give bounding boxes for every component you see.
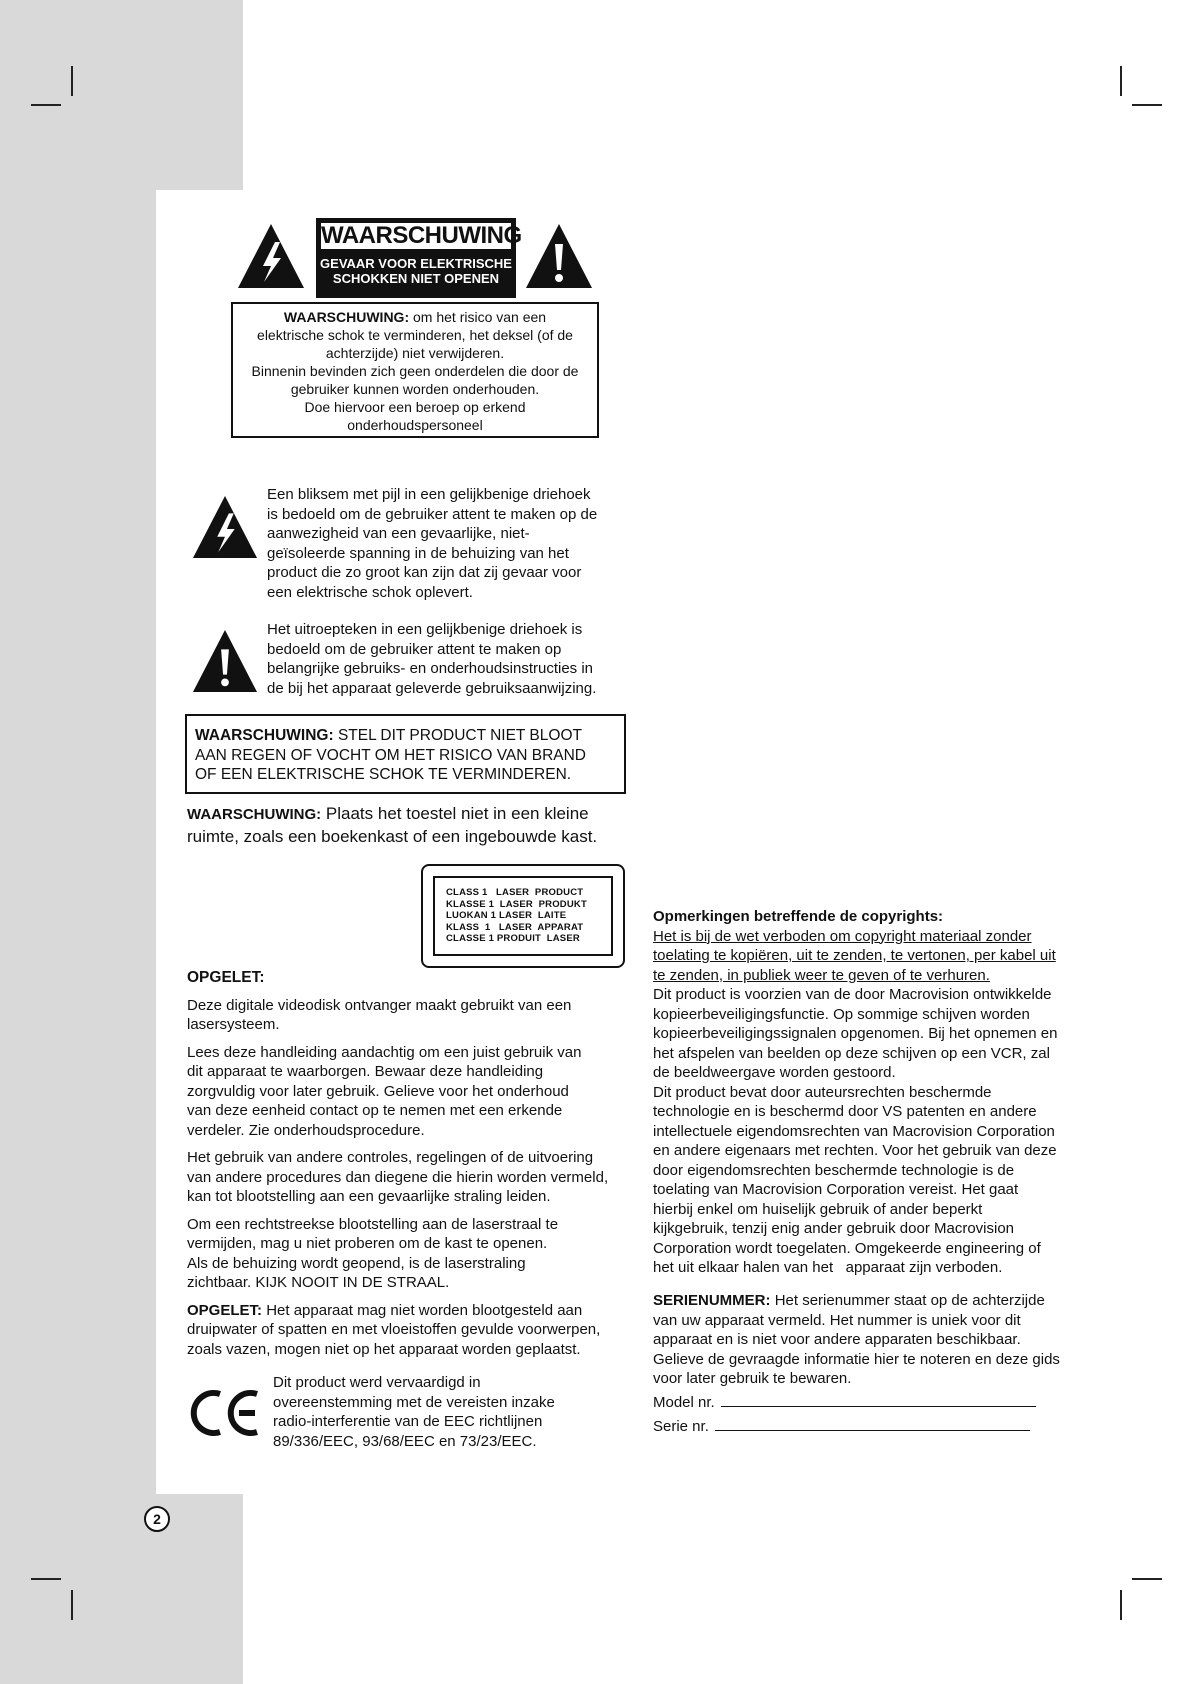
text-line: Gelieve de gevraagde informatie hier te noteren en deze gids bbox=[653, 1350, 1060, 1368]
warning-box-cover bbox=[231, 302, 599, 438]
underlined-text: toelating te kopiëren, uit te zenden, te vertonen, per kabel uit bbox=[653, 947, 1056, 964]
serie-number-label: Serie nr. bbox=[653, 1418, 709, 1435]
warning-label: WAARSCHUWING: bbox=[195, 727, 334, 744]
serie-number-blank[interactable] bbox=[715, 1418, 1030, 1431]
serial-section bbox=[653, 1291, 1093, 1437]
text-line: hierbij enkel om huiselijk gebruik of ander beperkt bbox=[653, 1200, 983, 1218]
serie-number-field bbox=[653, 1417, 1093, 1437]
crop-mark bbox=[1120, 66, 1122, 96]
text-line: Corporation wordt toegelaten. Omgekeerde engineering of bbox=[653, 1239, 1041, 1257]
text-line: dit apparaat te waarborgen. Bewaar deze handleiding bbox=[187, 1063, 544, 1080]
warning-label: WAARSCHUWING: bbox=[187, 806, 322, 823]
section-heading: Opmerkingen betreffende de copyrights: bbox=[653, 908, 944, 925]
text-line: Een bliksem met pijl in een gelijkbenige driehoek bbox=[267, 486, 591, 503]
text-line: KLASSE 1 LASER PRODUKT bbox=[446, 898, 587, 910]
text-line: ruimte, zoals een boekenkast of een ingebouwde kast. bbox=[187, 827, 598, 846]
ce-statement bbox=[273, 1373, 623, 1451]
text-line: lasersysteem. bbox=[187, 1016, 280, 1033]
text-line: STEL DIT PRODUCT NIET BLOOT bbox=[337, 727, 582, 744]
text-line: Het uitroepteken in een gelijkbenige driehoek is bbox=[267, 621, 583, 638]
text-line: zoals vazen, mogen niet op het apparaat worden geplaatst. bbox=[187, 1340, 581, 1358]
text-line: van andere procedures dan diegene die hierin worden vermeld, bbox=[187, 1168, 609, 1186]
text-line: en andere eigenaars met rechten. Voor het gebruik van deze bbox=[653, 1142, 1057, 1159]
text-line: Dit product is voorzien van de door Macrovision ontwikkelde bbox=[653, 986, 1052, 1003]
model-number-blank[interactable] bbox=[721, 1394, 1036, 1407]
text-line: voor later gebruik te bewaren. bbox=[653, 1370, 852, 1387]
gray-margin-top bbox=[0, 0, 243, 190]
text-line: Plaats het toestel niet in een kleine bbox=[325, 804, 589, 823]
text-line: om het risico van een bbox=[413, 309, 547, 325]
text-line: van uw apparaat vermeld. Het nummer is uniek voor dit bbox=[653, 1311, 1021, 1329]
text-line: van deze eenheid contact op te nemen met een erkende bbox=[187, 1102, 563, 1119]
text-line: onderhoudspersoneel bbox=[347, 417, 483, 433]
text-line: geïsoleerde spanning in de behuizing van het bbox=[267, 544, 569, 562]
warning-label: OPGELET: bbox=[187, 1301, 263, 1319]
text-line: Het apparaat mag niet worden blootgesteld aan bbox=[266, 1301, 583, 1319]
text-line: aanwezigheid van een gevaarlijke, niet- bbox=[267, 525, 530, 542]
text-line: kopieerbeveiligingsfunctie. Op sommige schijven worden bbox=[653, 1005, 1030, 1023]
text-line: zichtbaar. KIJK NOOIT IN DE STRAAL. bbox=[187, 1274, 450, 1291]
paragraph bbox=[187, 996, 637, 1035]
exclamation-triangle-icon bbox=[191, 628, 259, 694]
warning-header-line2: SCHOKKEN NIET OPENEN bbox=[332, 271, 500, 286]
text-line: CLASSE 1 PRODUIT LASER bbox=[446, 933, 580, 944]
text-line: vermijden, mag u niet proberen om de kast te openen. bbox=[187, 1235, 548, 1252]
warning-header-title: WAARSCHUWING bbox=[321, 222, 522, 249]
text-line: het uit elkaar halen van het apparaat zijn verboden. bbox=[653, 1259, 1003, 1276]
text-line: OF EEN ELEKTRISCHE SCHOK TE VERMINDEREN. bbox=[195, 766, 572, 783]
text-line: kijkgebruik, tenzij enig ander gebruik door Macrovision bbox=[653, 1220, 1015, 1237]
text-line bbox=[653, 927, 1093, 947]
gray-margin-side bbox=[0, 190, 156, 1494]
crop-mark bbox=[1132, 104, 1162, 106]
text-line: Het gebruik van andere controles, regelingen of de uitvoering bbox=[187, 1149, 594, 1166]
crop-mark bbox=[71, 66, 73, 96]
text-line: de bij het apparaat geleverde gebruiksaanwijzing. bbox=[267, 679, 597, 697]
text-line: door eigendomsrechten beschermde technologie is de bbox=[653, 1161, 1015, 1179]
text-line: overeenstemming met de vereisten inzake bbox=[273, 1393, 555, 1411]
warning-header bbox=[316, 218, 522, 298]
warning-box-moisture bbox=[185, 714, 626, 794]
text-line: kan tot blootstelling aan een gevaarlijke straling leiden. bbox=[187, 1188, 551, 1205]
paragraph bbox=[187, 1148, 637, 1207]
text-line: product die zo groot kan zijn dat zij gevaar voor bbox=[267, 564, 582, 581]
text-line: KLASS 1 LASER APPARAT bbox=[446, 921, 584, 933]
text-line: druipwater of spatten en met vloeistoffen gevulde voorwerpen, bbox=[187, 1321, 601, 1338]
crop-mark bbox=[71, 1590, 73, 1620]
ce-mark-logo bbox=[189, 1388, 261, 1438]
lightning-explanation bbox=[267, 485, 627, 602]
text-line: Binnenin bevinden zich geen onderdelen die door de bbox=[251, 363, 579, 379]
text-line: AAN REGEN OF VOCHT OM HET RISICO VAN BRAND bbox=[195, 746, 586, 764]
exclamation-triangle-icon bbox=[524, 222, 594, 290]
text-line: elektrische schok te verminderen, het deksel (of de bbox=[257, 327, 573, 343]
text-line: Om een rechtstreekse blootstelling aan de laserstraal te bbox=[187, 1215, 559, 1233]
text-line: belangrijke gebruiks- en onderhoudsinstructies in bbox=[267, 660, 594, 677]
text-line: Lees deze handleiding aandachtig om een juist gebruik van bbox=[187, 1043, 582, 1061]
underlined-text: Het is bij de wet verboden om copyright materiaal zonder bbox=[653, 927, 1032, 945]
text-line bbox=[653, 966, 1093, 986]
lightning-triangle-icon bbox=[236, 222, 306, 290]
text-line: Dit product bevat door auteursrechten beschermde bbox=[653, 1083, 992, 1101]
section-heading: OPGELET: bbox=[187, 969, 265, 986]
crop-mark bbox=[1120, 1590, 1122, 1620]
text-line: 89/336/EEC, 93/68/EEC en 73/23/EEC. bbox=[273, 1432, 537, 1450]
copyright-section bbox=[653, 907, 1093, 1278]
laser-class-label bbox=[421, 864, 625, 968]
exclamation-explanation bbox=[267, 620, 627, 698]
text-line bbox=[653, 946, 1093, 966]
text-line: zorgvuldig voor later gebruik. Gelieve voor het onderhoud bbox=[187, 1082, 569, 1100]
paragraph bbox=[187, 1301, 637, 1360]
model-number-field bbox=[653, 1393, 1093, 1413]
text-line: gebruiker kunnen worden onderhouden. bbox=[290, 381, 540, 397]
page-number: 2 bbox=[144, 1506, 170, 1532]
serial-label: SERIENUMMER: bbox=[653, 1292, 771, 1309]
crop-mark bbox=[31, 1578, 61, 1580]
lightning-triangle-icon bbox=[191, 494, 259, 560]
text-line: is bedoeld om de gebruiker attent te maken op de bbox=[267, 505, 598, 523]
crop-mark bbox=[1132, 1578, 1162, 1580]
text-line: Doe hiervoor een beroep op erkend bbox=[304, 399, 526, 415]
text-line: CLASS 1 LASER PRODUCT bbox=[446, 887, 584, 898]
text-line: achterzijde) niet verwijderen. bbox=[325, 345, 505, 361]
crop-mark bbox=[31, 104, 61, 106]
text-line: een elektrische schok oplevert. bbox=[267, 583, 473, 601]
text-line: kopieerbeveiligingssignalen opgenomen. Bij het opnemen en bbox=[653, 1025, 1058, 1042]
placement-warning bbox=[187, 803, 637, 848]
text-line: Dit product werd vervaardigd in bbox=[273, 1374, 481, 1391]
text-line: LUOKAN 1 LASER LAITE bbox=[446, 910, 567, 921]
text-line: verdeler. Zie onderhoudsprocedure. bbox=[187, 1121, 425, 1139]
text-line: Deze digitale videodisk ontvanger maakt gebruikt van een bbox=[187, 996, 572, 1014]
warning-header-line1: GEVAAR VOOR ELEKTRISCHE bbox=[320, 256, 512, 271]
text-line: toelating van Macrovision Corporation vereist. Het gaat bbox=[653, 1181, 1019, 1198]
paragraph bbox=[187, 1043, 637, 1141]
laser-label-text bbox=[446, 887, 587, 945]
gray-margin-bottom bbox=[0, 1494, 243, 1684]
paragraph bbox=[187, 1215, 637, 1293]
text-line: Het serienummer staat op de achterzijde bbox=[774, 1292, 1045, 1309]
model-number-label: Model nr. bbox=[653, 1393, 715, 1411]
text-line: apparaat en is niet voor andere apparaten beschikbaar. bbox=[653, 1331, 1021, 1348]
text-line: intellectuele eigendomsrechten van Macrovision Corporation bbox=[653, 1122, 1055, 1140]
text-line: bedoeld om de gebruiker attent te maken op bbox=[267, 640, 562, 658]
text-line: radio-interferentie van de EEC richtlijnen bbox=[273, 1413, 543, 1430]
text-line: het afspelen van beelden op deze schijven op een VCR, zal bbox=[653, 1044, 1050, 1062]
opgelet-section bbox=[187, 968, 637, 1359]
text-line: technologie en is beschermd door VS patenten en andere bbox=[653, 1103, 1037, 1120]
text-line: de beeldweergave worden gestoord. bbox=[653, 1064, 896, 1081]
underlined-text: te zenden, in publiek weer te geven of te verhuren. bbox=[653, 966, 990, 984]
warning-label: WAARSCHUWING: bbox=[283, 309, 410, 325]
text-line: Als de behuizing wordt geopend, is de laserstraling bbox=[187, 1254, 526, 1272]
